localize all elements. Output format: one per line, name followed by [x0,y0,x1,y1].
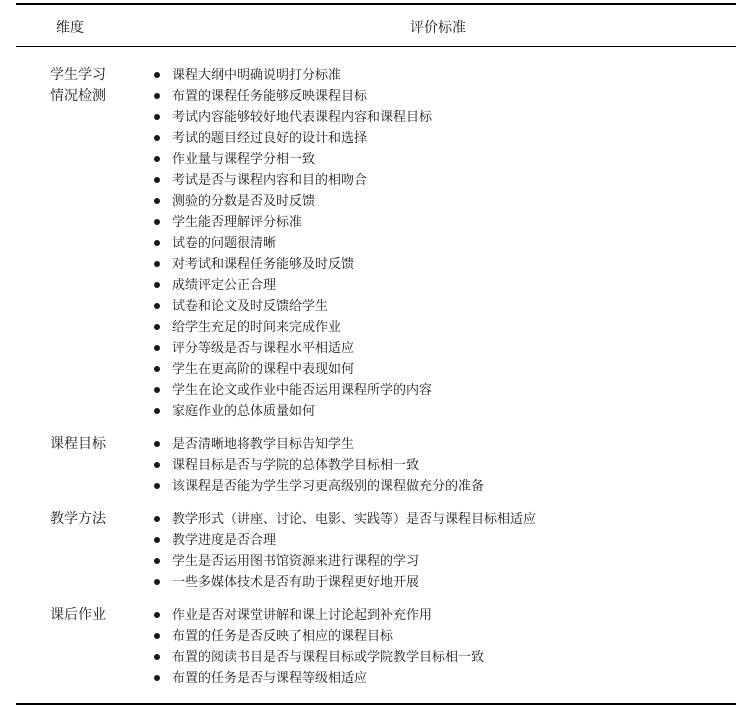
bullet-icon [154,240,160,246]
criteria-text: 学生在更高阶的课程中表现如何 [172,362,355,377]
bullet-icon [154,198,160,204]
criteria-text: 课程目标是否与学院的总体教学目标相一致 [172,458,420,473]
bullet-icon [154,177,160,183]
bullet-icon [154,408,160,414]
criteria-text: 学生是否运用图书馆资源来进行课程的学习 [172,554,420,569]
bullet-icon [154,114,160,120]
bullet-icon [154,516,160,522]
criteria-item [154,317,432,338]
bullet-icon [154,93,160,99]
criteria-text: 考试是否与课程内容和目的相吻合 [172,173,368,188]
criteria-text: 给学生充足的时间来完成作业 [172,320,342,335]
criteria-text: 布置的阅读书目是否与课程目标或学院教学目标相一致 [172,650,485,665]
criteria-item [154,572,536,593]
criteria-list [114,434,484,497]
criteria-text: 考试的题目经过良好的设计和选择 [172,131,368,146]
criteria-item [154,476,484,497]
dimension-label: 课后作业 [50,607,106,623]
bullet-icon [154,366,160,372]
table-body [16,47,736,703]
bullet-icon [154,72,160,78]
bullet-icon [154,558,160,564]
table-header [16,5,736,46]
dimension-group [16,605,736,689]
evaluation-table [16,0,736,705]
criteria-text: 教学形式（讲座、讨论、电影、实践等）是否与课程目标相适应 [172,512,537,527]
criteria-item [154,338,432,359]
criteria-text: 布置的任务是否反映了相应的课程目标 [172,629,394,644]
criteria-item [154,149,432,170]
bullet-icon [154,261,160,267]
criteria-item [154,530,536,551]
criteria-list [114,509,536,593]
criteria-text: 是否清晰地将教学目标告知学生 [172,437,355,452]
header-criteria: 评价标准 [410,20,466,36]
criteria-text: 评分等级是否与课程水平相适应 [172,341,355,356]
criteria-text: 布置的课程任务能够反映课程目标 [172,89,368,104]
dimension-group [16,509,736,593]
criteria-item [154,455,484,476]
criteria-item [154,233,432,254]
criteria-item [154,509,536,530]
bullet-icon [154,324,160,330]
bullet-icon [154,675,160,681]
criteria-item [154,359,432,380]
dimension-label: 学生学习 情况检测 [50,67,106,104]
bullet-icon [154,282,160,288]
criteria-item [154,212,432,233]
criteria-text: 学生能否理解评分标准 [172,215,303,230]
criteria-item [154,65,432,86]
bullet-icon [154,579,160,585]
criteria-item [154,170,432,191]
criteria-item [154,191,432,212]
criteria-item [154,434,484,455]
criteria-text: 该课程是否能为学生学习更高级别的课程做充分的准备 [172,479,485,494]
criteria-text: 成绩评定公正合理 [172,278,277,293]
bullet-icon [154,462,160,468]
bullet-icon [154,387,160,393]
criteria-item [154,128,432,149]
bullet-icon [154,612,160,618]
criteria-text: 测验的分数是否及时反馈 [172,194,316,209]
criteria-item [154,296,432,317]
bullet-icon [154,303,160,309]
criteria-text: 试卷的问题很清晰 [172,236,277,251]
criteria-text: 对考试和课程任务能够及时反馈 [172,257,355,272]
criteria-text: 试卷和论文及时反馈给学生 [172,299,329,314]
criteria-text: 课程大纲中明确说明打分标准 [172,68,342,83]
criteria-item [154,380,432,401]
criteria-item [154,626,484,647]
bullet-icon [154,135,160,141]
dimension-group [16,65,736,422]
dimension-label: 教学方法 [50,511,106,527]
criteria-item [154,605,484,626]
bullet-icon [154,441,160,447]
bullet-icon [154,537,160,543]
criteria-item [154,551,536,572]
criteria-item [154,401,432,422]
criteria-text: 一些多媒体技术是否有助于课程更好地开展 [172,575,420,590]
bullet-icon [154,156,160,162]
bullet-icon [154,483,160,489]
criteria-item [154,254,432,275]
criteria-list [114,605,484,689]
criteria-text: 布置的任务是否与课程等级相适应 [172,671,368,686]
criteria-item [154,668,484,689]
criteria-item [154,275,432,296]
criteria-item [154,107,432,128]
bullet-icon [154,219,160,225]
header-dimension: 维度 [56,20,84,36]
criteria-text: 学生在论文或作业中能否运用课程所学的内容 [172,383,433,398]
criteria-text: 作业是否对课堂讲解和课上讨论起到补充作用 [172,608,433,623]
criteria-item [154,647,484,668]
criteria-text: 考试内容能够较好地代表课程内容和课程目标 [172,110,433,125]
bullet-icon [154,633,160,639]
criteria-list [114,65,432,422]
criteria-text: 作业量与课程学分相一致 [172,152,316,167]
criteria-text: 家庭作业的总体质量如何 [172,404,316,419]
dimension-group [16,434,736,497]
dimension-label: 课程目标 [50,436,106,452]
criteria-item [154,86,432,107]
bullet-icon [154,345,160,351]
bullet-icon [154,654,160,660]
criteria-text: 教学进度是否合理 [172,533,277,548]
